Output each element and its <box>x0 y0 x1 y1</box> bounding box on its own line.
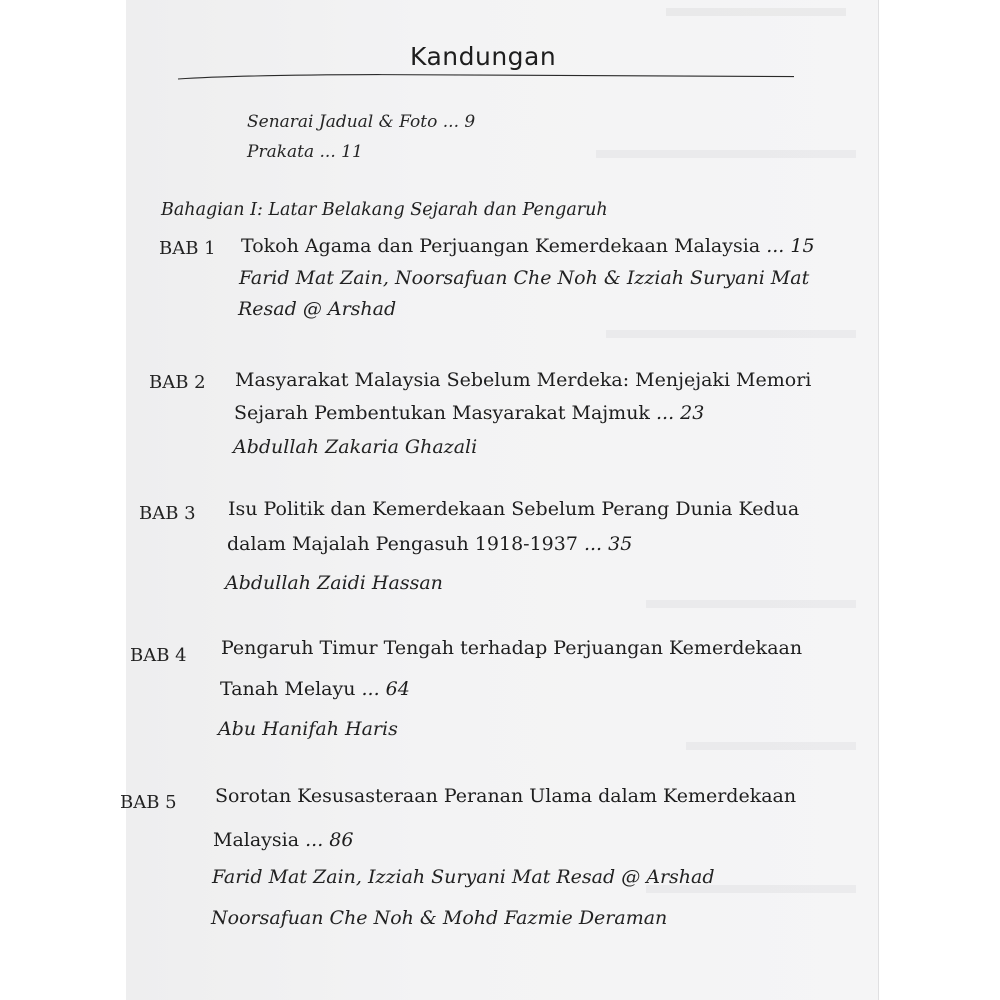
front-matter-label: Prakata <box>247 142 315 162</box>
chapter-author: Abdullah Zaidi Hassan <box>225 572 443 594</box>
show-through-mark <box>666 8 846 16</box>
book-page <box>120 0 878 1000</box>
show-through-mark <box>646 600 856 608</box>
chapter-number: BAB 1 <box>159 238 216 259</box>
chapter-title <box>234 402 704 424</box>
page-number: 15 <box>790 235 815 257</box>
chapter-author: Noorsafuan Che Noh & Mohd Fazmie Deraman <box>211 907 668 929</box>
page-title: Kandungan <box>410 42 557 71</box>
chapter-title-line: Masyarakat Malaysia Sebelum Merdeka: Menjejaki Memori <box>235 369 812 391</box>
toc-front-matter-item <box>247 142 363 162</box>
chapter-title <box>227 533 632 555</box>
page-number: 86 <box>329 829 354 851</box>
page-number: 11 <box>341 142 363 162</box>
leader-dots: ... <box>437 112 465 132</box>
chapter-title-line: dalam Majalah Pengasuh 1918-1937 <box>227 533 578 555</box>
front-matter-label: Senarai Jadual & Foto <box>247 112 438 132</box>
page-number: 35 <box>608 533 633 555</box>
leader-dots: ... <box>649 402 681 424</box>
chapter-number: BAB 3 <box>139 503 196 524</box>
leader-dots: ... <box>299 829 330 851</box>
chapter-title <box>213 829 353 851</box>
page-number: 64 <box>385 678 410 700</box>
chapter-author: Abdullah Zakaria Ghazali <box>233 436 478 458</box>
title-rule <box>178 73 794 83</box>
chapter-number: BAB 5 <box>120 792 177 813</box>
chapter-author: Farid Mat Zain, Izziah Suryani Mat Resad @ Arshad <box>212 866 715 888</box>
chapter-title-line: Tokoh Agama dan Perjuangan Kemerdekaan Malaysia <box>241 235 761 257</box>
chapter-title-line: Pengaruh Timur Tengah terhadap Perjuangan Kemerdekaan <box>221 637 803 659</box>
chapter-title-line: Sorotan Kesusasteraan Peranan Ulama dalam Kemerdekaan <box>215 785 797 807</box>
show-through-mark <box>596 150 856 158</box>
page-number: 23 <box>680 402 705 424</box>
leader-dots: ... <box>355 678 386 700</box>
show-through-mark <box>606 330 856 338</box>
page-number: 9 <box>464 112 476 132</box>
show-through-mark <box>686 742 856 750</box>
leader-dots: ... <box>760 235 791 257</box>
chapter-number: BAB 2 <box>149 372 206 393</box>
leader-dots: ... <box>577 533 609 555</box>
chapter-title-line: Sejarah Pembentukan Masyarakat Majmuk <box>234 402 650 424</box>
chapter-title-line: Malaysia <box>213 829 300 851</box>
leader-dots: ... <box>314 142 342 162</box>
toc-front-matter-item <box>247 112 475 132</box>
chapter-author: Farid Mat Zain, Noorsafuan Che Noh & Izziah Suryani Mat <box>239 267 810 289</box>
chapter-title-line: Isu Politik dan Kemerdekaan Sebelum Perang Dunia Kedua <box>228 498 800 520</box>
chapter-author: Abu Hanifah Haris <box>218 718 398 740</box>
chapter-number: BAB 4 <box>130 645 187 666</box>
chapter-title <box>241 235 815 257</box>
part-heading: Bahagian I: Latar Belakang Sejarah dan Pengaruh <box>161 200 608 220</box>
chapter-title-line: Tanah Melayu <box>220 678 356 700</box>
chapter-author: Resad @ Arshad <box>238 298 397 320</box>
chapter-title <box>220 678 410 700</box>
